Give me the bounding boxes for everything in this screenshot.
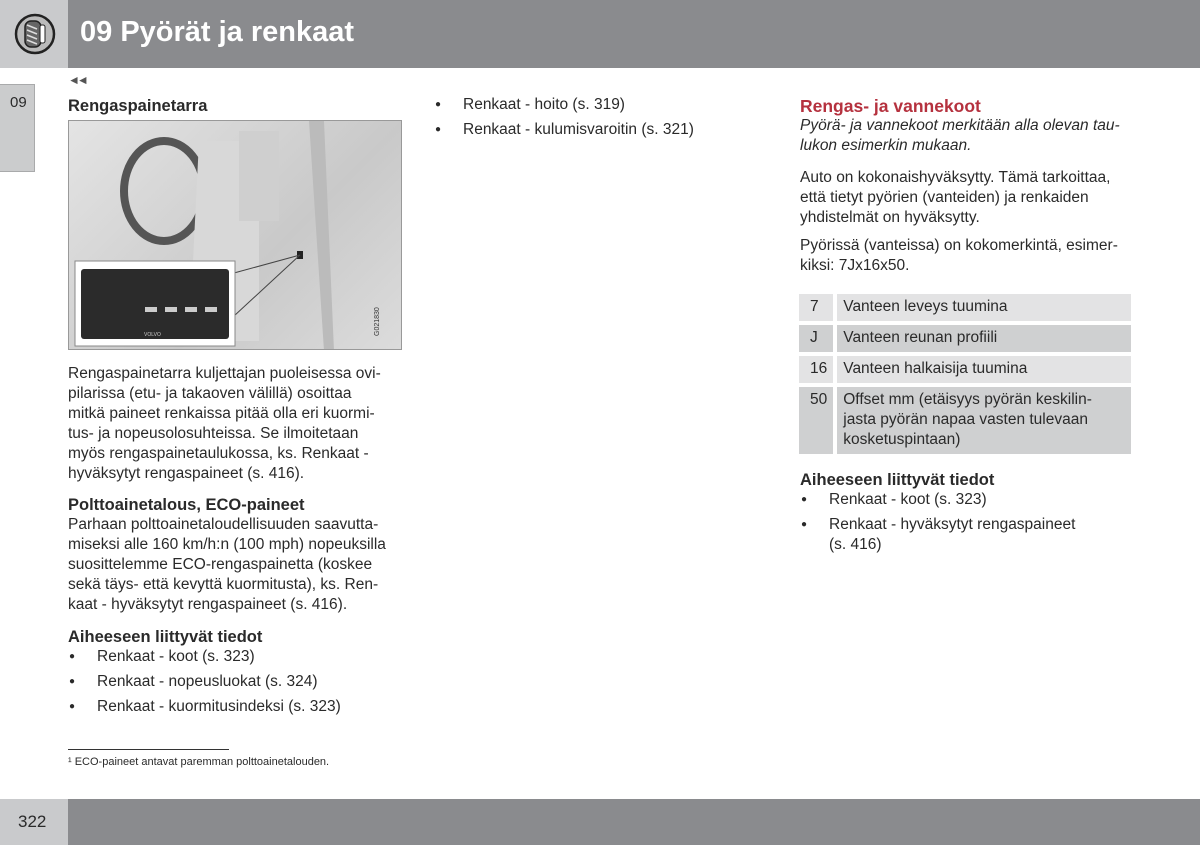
continued-marker-icon: ◄◄ (68, 73, 86, 87)
table-value: Vanteen halkaisija tuumina (837, 356, 1131, 383)
related-list (434, 95, 774, 140)
header-icon-box (0, 0, 68, 68)
related-heading: Aiheeseen liittyvät tiedot (68, 628, 263, 646)
related-heading: Aiheeseen liittyvät tiedot (800, 471, 995, 489)
related-link[interactable]: ● Renkaat - nopeusluokat (s. 324) (68, 672, 408, 692)
related-link[interactable]: ● Renkaat - hyväksytyt rengaspaineet (s. 416) (800, 515, 1140, 555)
table-value: Vanteen reunan profiili (837, 325, 1131, 352)
table-key: 7 (799, 294, 837, 321)
middle-column (434, 95, 774, 145)
paragraph: Auto on kokonaishyväksytty. Tämä tarkoittaa, että tietyt pyörien (vanteiden) ja renkaiden yhdistelmät on hyväksytty. (800, 169, 1111, 226)
related-link[interactable]: ● Renkaat - koot (s. 323) (68, 647, 408, 667)
door-pillar-sticker-illustration (68, 120, 402, 350)
svg-text:G021830: G021830 (374, 307, 381, 336)
paragraph: Pyörissä (vanteissa) on kokomerkintä, esimer- kiksi: 7Jx16x50. (800, 237, 1118, 274)
chapter-title: 09 Pyörät ja renkaat (80, 16, 355, 48)
related-list (800, 490, 1140, 555)
section-heading: Rengas- ja vannekoot (800, 96, 981, 116)
intro-text: Pyörä- ja vannekoot merkitään alla olevan tau- lukon esimerkin mukaan. (800, 117, 1120, 154)
page-number: 322 (0, 799, 68, 845)
related-list (68, 647, 408, 717)
footnote: ¹ ECO-paineet antavat paremman polttoainetalouden. (68, 756, 330, 768)
chapter-tab[interactable]: 09 (0, 84, 35, 172)
left-column (68, 96, 408, 722)
related-link[interactable]: ● Renkaat - kulumisvaroitin (s. 321) (434, 120, 774, 140)
footer-bar (68, 799, 1200, 845)
eco-description: Parhaan polttoainetaloudellisuuden saavutta- miseksi alle 160 km/h:n (100 mph) nopeuksilla suosittelemme ECO-rengaspainetta (koskee sekä täys- että kevyttä kuormitusta), ks. Ren- kaat - hyväksytyt rengaspaineet (s. 416). (68, 516, 386, 613)
rim-size-table (799, 290, 1131, 458)
related-link[interactable]: ● Renkaat - kuormitusindeksi (s. 323) (68, 697, 408, 717)
table-value: Offset mm (etäisyys pyörän keskilin- jasta pyörän napaa vasten tulevaan kosketuspintaan) (837, 387, 1131, 454)
table-row (799, 294, 1131, 321)
related-link[interactable]: ● Renkaat - koot (s. 323) (800, 490, 1140, 510)
chapter-header (68, 0, 1200, 68)
table-key: 16 (799, 356, 837, 383)
car-interior-illustration (69, 121, 402, 350)
table-row (799, 356, 1131, 383)
table-row (799, 325, 1131, 352)
table-key: 50 (799, 387, 837, 454)
svg-text:VOLVO: VOLVO (144, 332, 161, 338)
sticker-description: Rengaspainetarra kuljettajan puoleisessa ovi- pilarissa (etu- ja takaoven välillä) osoittaa mitkä paineet renkaissa pitää olla eri kuormi- tus- ja nopeusolosuhteissa. Se ilmoitetaan myös rengaspainetaulukossa, ks. Renkaat - hyväksytyt rengaspaineet (s. 416). (68, 365, 381, 482)
right-column (800, 96, 1140, 560)
table-key: J (799, 325, 837, 352)
eco-heading: Polttoainetalous, ECO-paineet (68, 496, 305, 514)
table-value: Vanteen leveys tuumina (837, 294, 1131, 321)
tire-icon (14, 13, 56, 55)
table-row (799, 387, 1131, 454)
footnote-divider (68, 749, 229, 750)
section-heading: Rengaspainetarra (68, 97, 208, 115)
related-link[interactable]: ● Renkaat - hoito (s. 319) (434, 95, 774, 115)
